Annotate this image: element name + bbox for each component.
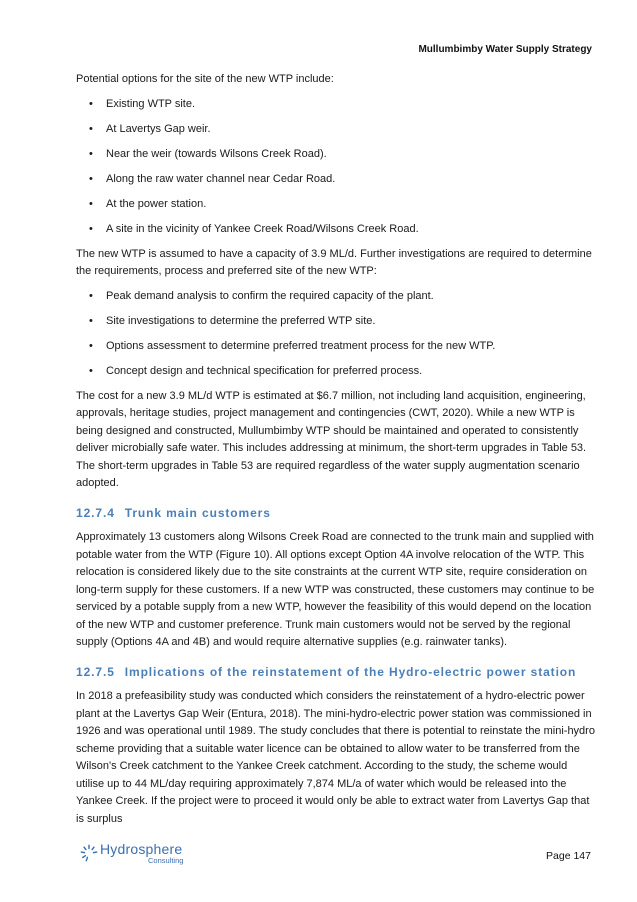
- hydrosphere-logo: [80, 842, 183, 865]
- investigations-list: [76, 288, 596, 381]
- trunk-main-paragraph: Approximately 13 customers along Wilsons Creek Road are connected to the trunk main and supplied with potable water from the WTP (Figure 10). All options except Option 4A involve relocation of the WTP. This relocation is considered likely due to the site constraints at the current WTP site, require consideration on long-term supply for these customers. If a new WTP was constructed, these customers may continue to be serviced by a potable supply from a new WTP, however the feasibility of this would depend on the location of the new WTP and customer preference. Trunk main customers would not be served by the regional supply (Options 4A and 4B) and would require alternative supplies (e.g. rainwater tanks).: [76, 531, 595, 648]
- site-options-list: [76, 96, 596, 239]
- list-item: • At the power station.: [76, 196, 596, 214]
- cost-paragraph: The cost for a new 3.9 ML/d WTP is estimated at $6.7 million, not including land acquisition, engineering, approvals, heritage studies, project management and contingencies (CWT, 2020). While a new WTP is being designed and constructed, Mullumbimby WTP should be maintained and operated to consistently deliver microbially safe water. This includes addressing at minimum, the short-term upgrades in Table 53. The short-term upgrades in Table 53 are required regardless of the water supply augmentation scenario adopted.: [76, 389, 587, 489]
- section-number: 12.7.5: [76, 664, 115, 679]
- list-item: • A site in the vicinity of Yankee Creek Road/Wilsons Creek Road.: [76, 221, 596, 239]
- list-item: • Options assessment to determine preferred treatment process for the new WTP.: [76, 338, 596, 356]
- hydro-paragraph: In 2018 a prefeasibility study was conducted which considers the reinstatement of a hydro-electric power plant at the Lavertys Gap Weir (Entura, 2018). The mini-hydro-electric power station was commissioned in 1926 and was operational until 1989. The study concludes that there is potential to reinstate the mini-hydro scheme providing that a suitable water licence can be obtained to allow water to be transferred from the Wilson's Creek catchment to the Yankee Creek catchment. According to the study, the scheme would utilise up to 44 ML/day requiring approximately 7,874 ML/a of water which would be released into the Yankee Creek. If the project were to proceed it would only be able to extract water from Lavertys Gap that is surplus: [76, 690, 595, 825]
- body-content: [76, 71, 596, 835]
- list-item: • Concept design and technical specification for preferred process.: [76, 363, 596, 381]
- section-number: 12.7.4: [76, 505, 115, 520]
- list-item: • Peak demand analysis to confirm the required capacity of the plant.: [76, 288, 596, 306]
- list-item: • At Lavertys Gap weir.: [76, 121, 596, 139]
- list-item: • Near the weir (towards Wilsons Creek Road).: [76, 146, 596, 164]
- list-item: • Existing WTP site.: [76, 96, 596, 114]
- section-heading-hydro: [76, 664, 596, 682]
- logo-name: Hydrosphere: [100, 841, 183, 857]
- section-heading-trunk-main: [76, 505, 596, 523]
- logo-subtitle: Consulting: [148, 856, 184, 865]
- list-item: • Site investigations to determine the preferred WTP site.: [76, 313, 596, 331]
- site-options-intro: Potential options for the site of the new WTP include:: [76, 73, 334, 85]
- page-number: Page 147: [546, 850, 591, 862]
- section-title: Implications of the reinstatement of the Hydro-electric power station: [124, 664, 577, 679]
- burst-icon: [80, 844, 98, 862]
- investigations-intro: The new WTP is assumed to have a capacity of 3.9 ML/d. Further investigations are required to determine the requirements, process and preferred site of the new WTP:: [76, 247, 592, 277]
- section-title: Trunk main customers: [124, 505, 271, 520]
- running-header: Mullumbimby Water Supply Strategy: [418, 44, 592, 55]
- list-item: • Along the raw water channel near Cedar Road.: [76, 171, 596, 189]
